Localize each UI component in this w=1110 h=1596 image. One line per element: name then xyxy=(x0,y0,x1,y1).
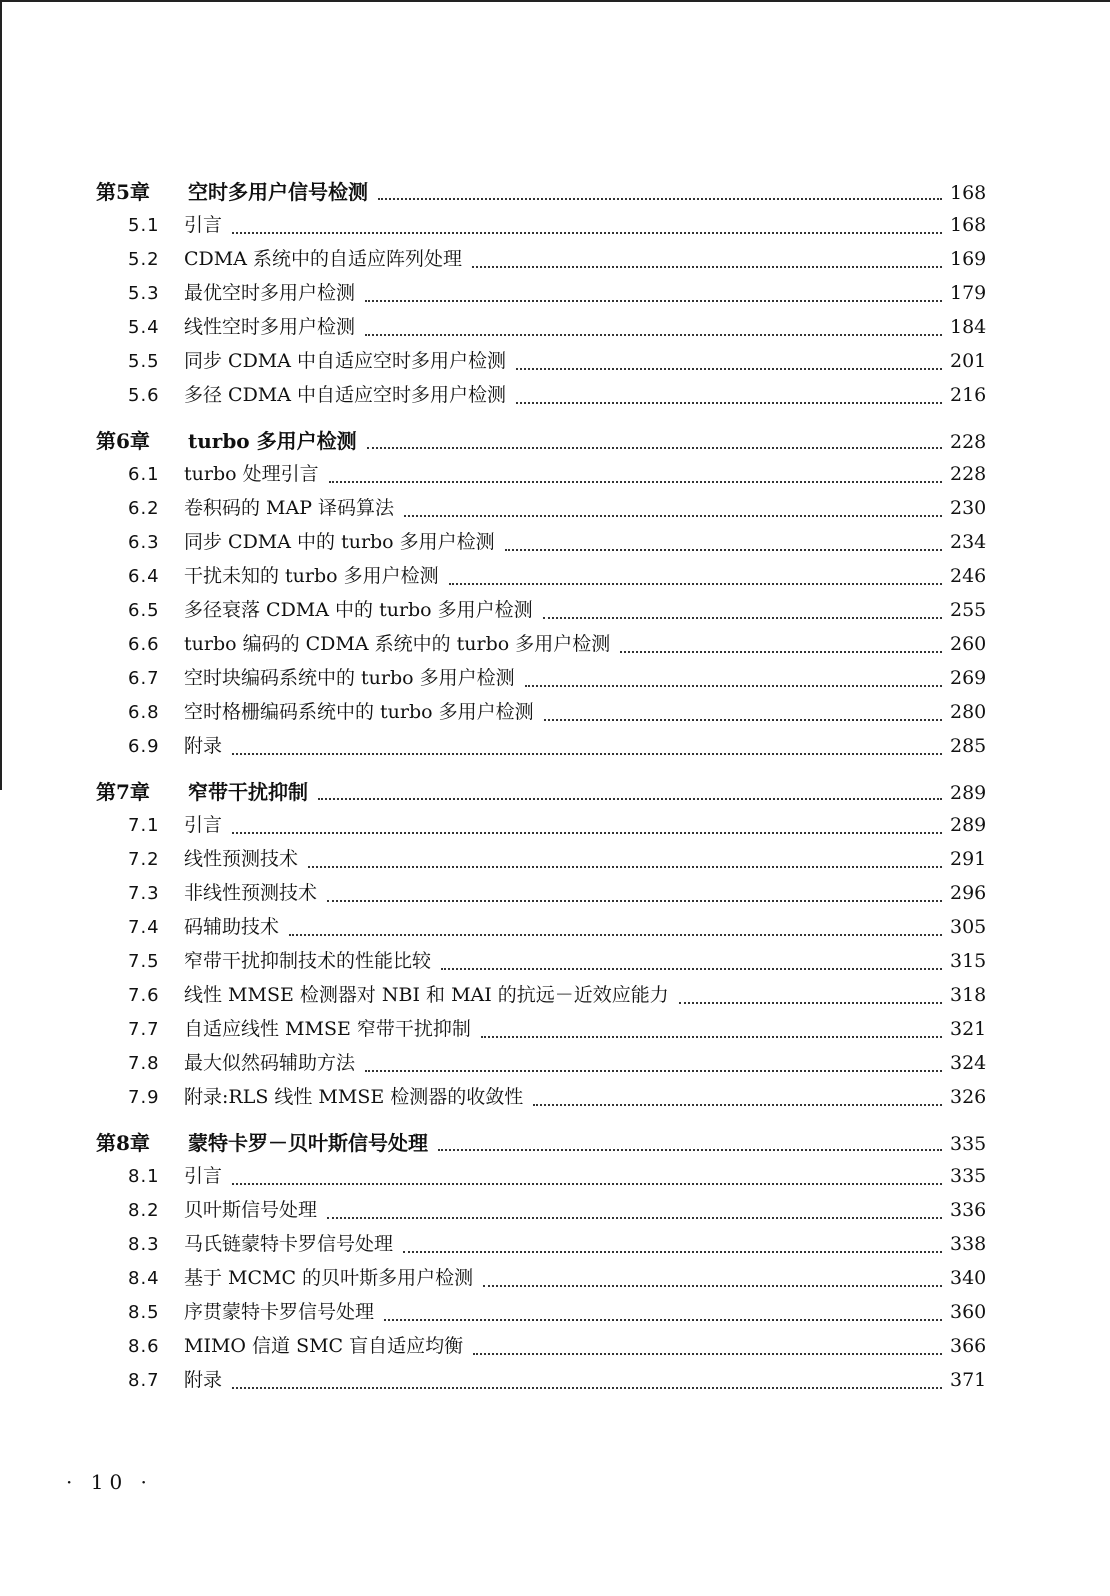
page-reference: 335 xyxy=(950,1133,987,1155)
toc-chapter-row[interactable] xyxy=(96,425,987,455)
section-number: 5.2 xyxy=(128,249,160,270)
dot-leader xyxy=(378,198,942,200)
section-number: 7.2 xyxy=(128,849,160,870)
dot-leader xyxy=(403,1251,942,1253)
section-number: 5.5 xyxy=(128,351,160,372)
section-number: 6.4 xyxy=(128,566,160,587)
toc-section-row[interactable] xyxy=(128,1229,987,1259)
page-reference: 285 xyxy=(950,735,987,757)
toc-section-row[interactable] xyxy=(128,493,987,523)
section-number: 5.1 xyxy=(128,215,160,236)
dot-leader xyxy=(365,1070,942,1072)
section-title: 基于 MCMC 的贝叶斯多用户检测 xyxy=(184,1267,474,1289)
section-number: 8.6 xyxy=(128,1336,160,1357)
toc-section-row[interactable] xyxy=(128,731,987,761)
dot-leader xyxy=(516,402,942,404)
top-border-rule xyxy=(0,0,1110,2)
section-number: 8.7 xyxy=(128,1370,160,1391)
page-reference: 305 xyxy=(950,916,987,938)
section-title: 自适应线性 MMSE 窄带干扰抑制 xyxy=(184,1018,471,1040)
section-number: 6.2 xyxy=(128,498,160,519)
dot-leader xyxy=(308,866,942,868)
page-reference: 168 xyxy=(950,182,987,204)
section-title: 多径衰落 CDMA 中的 turbo 多用户检测 xyxy=(184,599,533,621)
page-reference: 280 xyxy=(950,701,987,723)
section-number: 7.3 xyxy=(128,883,160,904)
section-number: 7.4 xyxy=(128,917,160,938)
section-title: 同步 CDMA 中自适应空时多用户检测 xyxy=(184,350,507,372)
section-title: 序贯蒙特卡罗信号处理 xyxy=(184,1301,375,1323)
page-reference: 289 xyxy=(950,814,987,836)
section-number: 5.4 xyxy=(128,317,160,338)
dot-leader xyxy=(525,685,942,687)
toc-section-row[interactable] xyxy=(128,1048,987,1078)
dot-leader xyxy=(544,719,942,721)
dot-leader xyxy=(232,232,942,234)
section-number: 7.7 xyxy=(128,1019,160,1040)
section-number: 7.5 xyxy=(128,951,160,972)
section-number: 8.5 xyxy=(128,1302,160,1323)
toc-section-row[interactable] xyxy=(128,278,987,308)
toc-section-row[interactable] xyxy=(128,346,987,376)
section-title: 线性预测技术 xyxy=(184,848,299,870)
section-number: 6.9 xyxy=(128,736,160,757)
dot-leader xyxy=(620,651,942,653)
toc-section-row[interactable] xyxy=(128,810,987,840)
page-reference: 324 xyxy=(950,1052,987,1074)
toc-section-row[interactable] xyxy=(128,1297,987,1327)
dot-leader xyxy=(441,968,942,970)
toc-section-row[interactable] xyxy=(128,459,987,489)
page-reference: 168 xyxy=(950,214,987,236)
section-title: 同步 CDMA 中的 turbo 多用户检测 xyxy=(184,531,495,553)
section-title: 最大似然码辅助方法 xyxy=(184,1052,356,1074)
section-title: 多径 CDMA 中自适应空时多用户检测 xyxy=(184,384,507,406)
dot-leader xyxy=(367,447,942,449)
page-reference: 336 xyxy=(950,1199,987,1221)
page-reference: 228 xyxy=(950,431,987,453)
section-number: 8.2 xyxy=(128,1200,160,1221)
section-title: 线性空时多用户检测 xyxy=(184,316,356,338)
toc-section-row[interactable] xyxy=(128,946,987,976)
section-title: 空时格栅编码系统中的 turbo 多用户检测 xyxy=(184,701,534,723)
dot-leader xyxy=(679,1002,942,1004)
section-title: turbo 编码的 CDMA 系统中的 turbo 多用户检测 xyxy=(184,633,611,655)
section-title: 引言 xyxy=(184,214,223,236)
chapter-number: 第6章 xyxy=(96,429,150,453)
dot-leader xyxy=(327,1217,942,1219)
section-title: 干扰未知的 turbo 多用户检测 xyxy=(184,565,439,587)
section-title: 附录 xyxy=(184,1369,223,1391)
page-reference: 228 xyxy=(950,463,987,485)
section-title: 线性 MMSE 检测器对 NBI 和 MAI 的抗远－近效应能力 xyxy=(184,984,669,1006)
page-reference: 366 xyxy=(950,1335,987,1357)
section-number: 6.8 xyxy=(128,702,160,723)
page-reference: 179 xyxy=(950,282,987,304)
section-title: turbo 处理引言 xyxy=(184,463,319,485)
section-number: 8.1 xyxy=(128,1166,160,1187)
section-number: 6.5 xyxy=(128,600,160,621)
section-title: 最优空时多用户检测 xyxy=(184,282,356,304)
toc-section-row[interactable] xyxy=(128,380,987,410)
dot-leader xyxy=(404,515,942,517)
dot-leader xyxy=(533,1104,942,1106)
toc-section-row[interactable] xyxy=(128,1195,987,1225)
dot-leader xyxy=(327,900,942,902)
page-reference: 246 xyxy=(950,565,987,587)
toc-section-row[interactable] xyxy=(128,244,987,274)
section-number: 7.9 xyxy=(128,1087,160,1108)
section-title: 窄带干扰抑制技术的性能比较 xyxy=(184,950,432,972)
page-reference: 289 xyxy=(950,782,987,804)
dot-leader xyxy=(483,1285,942,1287)
section-title: 附录 xyxy=(184,735,223,757)
page-number: · 10 · xyxy=(66,1470,153,1494)
toc-section-row[interactable] xyxy=(128,1161,987,1191)
chapter-title: 空时多用户信号检测 xyxy=(188,180,368,204)
page-reference: 230 xyxy=(950,497,987,519)
section-number: 6.1 xyxy=(128,464,160,485)
dot-leader xyxy=(232,1387,942,1389)
section-title: 马氏链蒙特卡罗信号处理 xyxy=(184,1233,394,1255)
section-number: 6.3 xyxy=(128,532,160,553)
toc-section-row[interactable] xyxy=(128,1082,987,1112)
dot-leader xyxy=(481,1036,942,1038)
section-title: 非线性预测技术 xyxy=(184,882,318,904)
page-reference: 291 xyxy=(950,848,987,870)
section-number: 8.4 xyxy=(128,1268,160,1289)
dot-leader xyxy=(329,481,942,483)
section-title: MIMO 信道 SMC 盲自适应均衡 xyxy=(184,1335,464,1357)
page-reference: 234 xyxy=(950,531,987,553)
page-reference: 296 xyxy=(950,882,987,904)
chapter-number: 第8章 xyxy=(96,1131,150,1155)
page-reference: 360 xyxy=(950,1301,987,1323)
section-number: 5.6 xyxy=(128,385,160,406)
page-reference: 326 xyxy=(950,1086,987,1108)
page-reference: 340 xyxy=(950,1267,987,1289)
section-title: 贝叶斯信号处理 xyxy=(184,1199,318,1221)
chapter-number: 第5章 xyxy=(96,180,150,204)
section-title: 附录:RLS 线性 MMSE 检测器的收敛性 xyxy=(184,1086,524,1108)
page-reference: 255 xyxy=(950,599,987,621)
page-reference: 315 xyxy=(950,950,987,972)
toc-section-row[interactable] xyxy=(128,561,987,591)
toc-section-row[interactable] xyxy=(128,595,987,625)
chapter-title: 蒙特卡罗－贝叶斯信号处理 xyxy=(188,1131,428,1155)
dot-leader xyxy=(516,368,942,370)
dot-leader xyxy=(505,549,942,551)
toc-section-row[interactable] xyxy=(128,878,987,908)
dot-leader xyxy=(384,1319,942,1321)
section-number: 6.6 xyxy=(128,634,160,655)
page-reference: 260 xyxy=(950,633,987,655)
section-number: 6.7 xyxy=(128,668,160,689)
section-title: 空时块编码系统中的 turbo 多用户检测 xyxy=(184,667,515,689)
section-number: 7.6 xyxy=(128,985,160,1006)
section-title: 卷积码的 MAP 译码算法 xyxy=(184,497,395,519)
section-title: 引言 xyxy=(184,1165,223,1187)
page-reference: 338 xyxy=(950,1233,987,1255)
page-reference: 184 xyxy=(950,316,987,338)
page-reference: 371 xyxy=(950,1369,987,1391)
toc-section-row[interactable] xyxy=(128,1263,987,1293)
toc-section-row[interactable] xyxy=(128,663,987,693)
toc-section-row[interactable] xyxy=(128,312,987,342)
dot-leader xyxy=(449,583,942,585)
page-reference: 335 xyxy=(950,1165,987,1187)
toc-section-row[interactable] xyxy=(128,210,987,240)
dot-leader xyxy=(543,617,942,619)
dot-leader xyxy=(365,300,942,302)
toc-chapter-row[interactable] xyxy=(96,1127,987,1157)
dot-leader xyxy=(232,832,942,834)
dot-leader xyxy=(232,753,942,755)
dot-leader xyxy=(318,798,942,800)
toc-section-row[interactable] xyxy=(128,1331,987,1361)
section-number: 7.8 xyxy=(128,1053,160,1074)
toc-section-row[interactable] xyxy=(128,912,987,942)
left-border-rule xyxy=(0,0,2,790)
toc-section-row[interactable] xyxy=(128,629,987,659)
dot-leader xyxy=(472,266,942,268)
toc-section-row[interactable] xyxy=(128,844,987,874)
chapter-title: 窄带干扰抑制 xyxy=(188,780,308,804)
toc-section-row[interactable] xyxy=(128,697,987,727)
page-reference: 169 xyxy=(950,248,987,270)
dot-leader xyxy=(232,1183,942,1185)
section-title: CDMA 系统中的自适应阵列处理 xyxy=(184,248,462,270)
section-title: 引言 xyxy=(184,814,223,836)
dot-leader xyxy=(365,334,942,336)
dot-leader xyxy=(289,934,942,936)
dot-leader xyxy=(473,1353,942,1355)
section-title: 码辅助技术 xyxy=(184,916,280,938)
page-reference: 321 xyxy=(950,1018,987,1040)
toc-section-row[interactable] xyxy=(128,1365,987,1395)
toc-section-row[interactable] xyxy=(128,1014,987,1044)
page-reference: 318 xyxy=(950,984,987,1006)
toc-chapter-row[interactable] xyxy=(96,176,987,206)
toc-chapter-row[interactable] xyxy=(96,776,987,806)
page-reference: 269 xyxy=(950,667,987,689)
section-number: 8.3 xyxy=(128,1234,160,1255)
section-number: 5.3 xyxy=(128,283,160,304)
toc-section-row[interactable] xyxy=(128,980,987,1010)
section-number: 7.1 xyxy=(128,815,160,836)
page-reference: 201 xyxy=(950,350,987,372)
toc-section-row[interactable] xyxy=(128,527,987,557)
chapter-number: 第7章 xyxy=(96,780,150,804)
chapter-title: turbo 多用户检测 xyxy=(188,429,357,453)
dot-leader xyxy=(438,1149,942,1151)
page-reference: 216 xyxy=(950,384,987,406)
